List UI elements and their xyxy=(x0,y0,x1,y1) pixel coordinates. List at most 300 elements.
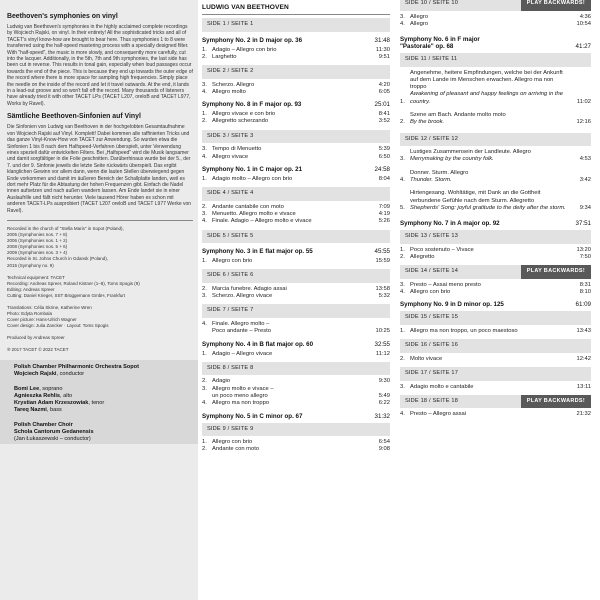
track-number: 3. xyxy=(400,13,405,20)
track-title: Marcia funebre. Adagio assai xyxy=(212,285,287,292)
side-header xyxy=(202,187,390,201)
track-duration: 7:50 xyxy=(579,254,591,261)
track-number: 4. xyxy=(202,153,207,160)
side-label: SIDE 17 / SEITE 17 xyxy=(400,367,591,381)
track-row xyxy=(400,411,591,418)
track-translation: Awakening of pleasant and happy feelings on arriving in the country. xyxy=(410,91,563,105)
track-row xyxy=(202,378,390,385)
track-number: 1. xyxy=(400,327,405,334)
track-title: Finale. Adagio – Allegro molto e vivace xyxy=(212,218,312,225)
track-translation: Shepherds' Song: joyful gratitude to the deity after the storm. xyxy=(410,204,566,211)
performers-box xyxy=(0,360,198,444)
track-list xyxy=(400,247,591,262)
tracklist-column-2 xyxy=(398,0,596,600)
track-number: 4. xyxy=(400,289,405,296)
track-duration: 4:19 xyxy=(378,210,390,217)
track-list xyxy=(202,176,390,183)
side-header xyxy=(202,304,390,318)
side-label: SIDE 10 / SEITE 10 xyxy=(400,0,521,11)
track-name xyxy=(212,446,370,453)
track-row xyxy=(202,258,390,265)
soloist-role: , tenor xyxy=(88,399,105,406)
side-label: SIDE 2 / SEITE 2 xyxy=(202,65,390,79)
recording-places xyxy=(7,226,193,269)
track-name xyxy=(410,190,571,212)
notes-paragraph-en: Ludwig van Beethoven's symphonies in the highly acclaimed complete recordings by Wojciech Rajski, on vinyl. In their entirety! All the sophisticated tricks and all of TACET's vinyl know-how are brought to bear here. Thus symphonies 1 to 8 were transferred using the half-speed mastering process with a specially designed filter. With "half-speed", the music is more slowly, and consequently more carefully, cut into the lacquer. Additionally, in the 5th, 7th and 9th symphonies, the last side has been cut in reverse. This results in tonal gain, especially when loud passages occur towards the end of the piece. This is because they end up towards the outer edge of the record where there is more space for sampling high frequencies. Simply place the needle on the inside of the record and let it travel outwards. At the end, it lands in a lead-out groove and so won't fall off the record. Many thousands of listeners have already tried it with other TACET LPs (TACET L207, oreloB and TACET L977, Works by Ravel). xyxy=(7,24,193,107)
side-label: SIDE 3 / SEITE 3 xyxy=(202,130,390,144)
notes-paragraph-de: Die Sinfonien von Ludwig van Beethoven in der hochgelobten Gesamtaufnahme von Wojciech Rajski auf Vinyl. Komplett! Dabei kommen alle raffinierten Tricks und das ganze Vinyl-Know-How von TACET zur Anwendung. So wurden etwa die Sinfonien 1 bis 8 nach dem Halfspeed-Verfahren überspielt, unter Verwendung eines speziell dafür entwickelten Filters. Bei „Halfspeed" wird die Musik langsamer und damit sorgfältiger in die Folie geschnitten. Darüberhinaus wurde bei der 5., der 7. und der 9. Sinfonie jeweils die letzte Seite rückwärts überspielt. Das ergibt klanglichen Gewinn vor allem dann, wenn die lauten Stellen überwiegend gegen Ende vorkommen und damit im äußeren Bereich der Schallplatte landen, weil es dort mehr Platz für die Abtastung der hohen Frequenzen gibt. Einfach die Nadel innen aufsetzen und nach außen wandern lassen. Am Ende landet sie in einer Auslaufrille und fällt nicht herunter. Viele tausend Hörer haben es schon mit anderen TACET-LPs ausprobiert (TACET L207 oreloB und TACET L977 Werke von Ravel). xyxy=(7,124,192,214)
track-duration: 9:34 xyxy=(579,204,591,211)
track-row xyxy=(202,146,390,153)
info-line: 2005 (Symphonies nos. 7 + 8) xyxy=(7,232,68,238)
side-label: SIDE 12 / SEITE 12 xyxy=(400,133,591,147)
track-duration: 13:11 xyxy=(576,383,591,390)
track-name xyxy=(212,351,370,358)
track-title: un poco meno allegro xyxy=(212,392,268,399)
track-title: Menuetto. Allegro molto e vivace xyxy=(212,210,296,217)
track-title: Poco sostenuto – Vivace xyxy=(410,246,474,253)
side-label: SIDE 7 / SEITE 7 xyxy=(202,304,390,318)
symphony-duration: 37:51 xyxy=(575,220,591,228)
info-line: Cover picture: Hans-Ulrich Wagner xyxy=(7,317,77,323)
track-row xyxy=(400,149,591,164)
side-label: SIDE 1 / SEITE 1 xyxy=(202,18,390,32)
track-row xyxy=(400,384,591,391)
track-number: 5. xyxy=(400,204,405,211)
symphony-heading xyxy=(400,301,591,308)
track-number xyxy=(202,393,212,400)
track-row xyxy=(202,351,390,358)
symphony-duration: 41:27 xyxy=(575,43,591,51)
side-header xyxy=(400,311,591,325)
soloist-role: , soprano xyxy=(39,385,63,392)
track-list xyxy=(400,14,591,29)
track-title: Presto – Allegro assai xyxy=(410,411,467,418)
track-duration: 5:26 xyxy=(378,218,390,225)
symphony-title: Symphony No. 1 in C major op. 21 xyxy=(202,165,303,173)
track-row xyxy=(202,400,390,407)
track-number: 2. xyxy=(202,285,207,292)
symphony-duration: 31:48 xyxy=(374,36,390,44)
track-list xyxy=(400,411,591,418)
symphony-title: Symphony No. 8 in F major op. 93 xyxy=(202,101,302,109)
track-name xyxy=(212,378,370,385)
track-row xyxy=(202,154,390,161)
track-list xyxy=(202,111,390,126)
track-name xyxy=(410,247,571,254)
track-number: 4. xyxy=(202,320,207,327)
symphony-duration: 24:58 xyxy=(374,165,390,173)
track-name xyxy=(410,289,571,296)
design-credits xyxy=(7,305,193,329)
track-title: Allegro molto xyxy=(212,88,246,95)
track-number: 3. xyxy=(202,210,207,217)
soloist-role: , bass xyxy=(46,407,62,414)
conductor-name: Wojciech Rajski xyxy=(14,370,57,377)
track-number: 4. xyxy=(400,177,405,184)
info-line: 2015 (Symphony no. 9) xyxy=(7,262,54,268)
track-duration: 5:39 xyxy=(378,146,390,153)
track-duration: 8:04 xyxy=(378,175,390,182)
side-label: SIDE 18 / SEITE 18 xyxy=(400,395,521,409)
composer-title: LUDWIG VAN BEETHOVEN xyxy=(202,0,390,15)
side-label: SIDE 15 / SEITE 15 xyxy=(400,311,591,325)
track-row xyxy=(202,111,390,118)
choir-name: Polish Chamber Choir xyxy=(14,422,73,429)
track-list xyxy=(400,70,591,127)
track-title: Allegro ma non troppo, un poco maestoso xyxy=(410,327,518,334)
track-row xyxy=(202,328,390,335)
symphony-heading xyxy=(400,36,591,50)
info-line: Recording: Andreas Spreer, Roland Kistner (1–8), Toms Spogis (9) xyxy=(7,280,140,286)
side-header xyxy=(202,230,390,244)
symphony-duration: 31:32 xyxy=(374,412,390,420)
track-title: Allegro xyxy=(410,20,429,27)
track-number: 3. xyxy=(400,383,405,390)
track-duration: 11:02 xyxy=(576,98,591,105)
track-list xyxy=(202,82,390,97)
track-row xyxy=(202,204,390,211)
side-label: SIDE 4 / SEITE 4 xyxy=(202,187,390,201)
track-list xyxy=(202,204,390,226)
track-number: 1. xyxy=(202,46,207,53)
side-label: SIDE 16 / SEITE 16 xyxy=(400,339,591,353)
track-name xyxy=(212,89,370,96)
track-number: 2. xyxy=(202,378,207,385)
track-row xyxy=(202,89,390,96)
info-line: Photo: Edyta Rombala xyxy=(7,311,53,317)
track-duration xyxy=(370,321,390,328)
symphony-subtitle: "Pastorale" op. 68 xyxy=(400,43,454,51)
soloist-role: , alto xyxy=(60,392,73,399)
track-title: Adagio – Allegro con brio xyxy=(212,46,277,53)
track-name xyxy=(410,411,571,418)
choir-name-2: Schola Cantorum Gedanensis xyxy=(14,429,94,436)
track-translation: Thunder. Storm. xyxy=(410,177,452,184)
side-label: SIDE 6 / SEITE 6 xyxy=(202,269,390,283)
symphony-duration: 61:09 xyxy=(575,301,591,309)
track-row xyxy=(202,286,390,293)
track-duration: 8:41 xyxy=(378,111,390,118)
track-title: Allegro con brio xyxy=(212,258,253,265)
track-title: Allegro con brio xyxy=(212,439,253,446)
track-name xyxy=(212,47,370,54)
track-translation: By the brook. xyxy=(410,119,445,126)
track-title: Tempo di Menuetto xyxy=(212,146,262,153)
track-number: 1. xyxy=(202,175,207,182)
track-name xyxy=(212,293,370,300)
notes-title-en: Beethoven's symphonies on vinyl xyxy=(7,13,118,20)
divider xyxy=(7,220,193,221)
track-row xyxy=(400,112,591,127)
track-title: Lustiges Zusammensein der Landleute. Allegro xyxy=(410,149,531,156)
side-header xyxy=(202,269,390,283)
track-list xyxy=(202,378,390,407)
track-row xyxy=(400,289,591,296)
track-duration: 5:32 xyxy=(378,293,390,300)
track-row xyxy=(400,356,591,363)
side-header xyxy=(202,130,390,144)
copyright: ℗ 2017 TACET © 2022 TACET xyxy=(7,347,69,353)
soloist xyxy=(14,386,191,393)
side-header xyxy=(400,230,591,244)
track-translation: Merrymaking by the country folk. xyxy=(410,156,494,163)
track-name xyxy=(212,258,370,265)
track-number: 2. xyxy=(202,118,207,125)
track-number: 1. xyxy=(400,246,405,253)
track-name xyxy=(212,393,370,400)
track-number: 3. xyxy=(400,281,405,288)
track-number: 4. xyxy=(202,88,207,95)
track-row xyxy=(202,176,390,183)
notes-title-de: Sämtliche Beethoven-Sinfonien auf Vinyl xyxy=(7,113,141,121)
track-duration: 7:09 xyxy=(378,203,390,210)
track-duration: 5:49 xyxy=(378,392,390,399)
play-backwards-badge: PLAY BACKWARDS! xyxy=(521,0,591,11)
track-row xyxy=(202,82,390,89)
track-title: Andante con moto xyxy=(212,446,260,453)
track-row xyxy=(400,328,591,335)
track-name xyxy=(212,82,370,89)
symphony-heading xyxy=(202,166,390,173)
track-title: Andante cantabile con moto xyxy=(212,203,284,210)
side-header xyxy=(202,362,390,376)
side-header xyxy=(400,265,591,279)
liner-notes-column xyxy=(0,0,198,600)
track-list xyxy=(202,47,390,62)
side-header xyxy=(400,339,591,353)
track-title: Allegro molto e vivace – xyxy=(212,385,274,392)
track-number: 2. xyxy=(202,53,207,60)
info-line: 2008 (Symphonies nos. 5 + 6) xyxy=(7,244,68,250)
side-header xyxy=(202,423,390,437)
symphony-title: Symphony No. 5 in C minor op. 67 xyxy=(202,412,303,420)
track-duration: 10:25 xyxy=(375,328,390,335)
track-row xyxy=(400,247,591,254)
track-row xyxy=(400,70,591,106)
track-name xyxy=(410,112,571,127)
side-label: SIDE 9 / SEITE 9 xyxy=(202,423,390,437)
track-name xyxy=(212,400,370,407)
soloist xyxy=(14,407,191,414)
track-duration: 13:58 xyxy=(375,285,390,292)
track-duration: 13:20 xyxy=(576,246,591,253)
symphony-heading xyxy=(202,341,390,348)
symphony-title: Symphony No. 6 in F major xyxy=(400,36,480,44)
track-row xyxy=(400,254,591,261)
track-name xyxy=(212,439,370,446)
track-number: 3. xyxy=(202,81,207,88)
track-title: Scherzo. Allegro vivace xyxy=(212,293,273,300)
track-list xyxy=(400,384,591,391)
track-title: Molto vivace xyxy=(410,355,443,362)
track-row xyxy=(202,118,390,125)
track-number: 1. xyxy=(202,111,207,118)
track-number: 4. xyxy=(400,20,405,27)
side-label: SIDE 8 / SEITE 8 xyxy=(202,362,390,376)
track-duration: 12:42 xyxy=(576,355,591,362)
track-duration: 3:52 xyxy=(378,118,390,125)
side-header xyxy=(202,18,390,32)
track-name xyxy=(410,384,571,391)
info-line: Editing: Andreas Spreer xyxy=(7,286,55,292)
tracklist-column-1 xyxy=(198,0,395,600)
track-number: 2. xyxy=(400,355,405,362)
track-duration xyxy=(370,386,390,393)
track-duration: 3:42 xyxy=(579,177,591,184)
track-title: Larghetto xyxy=(212,53,237,60)
track-list xyxy=(202,286,390,301)
track-list xyxy=(400,149,591,212)
symphony-title: Symphony No. 2 in D major op. 36 xyxy=(202,36,303,44)
track-row xyxy=(202,321,390,328)
track-row xyxy=(202,386,390,393)
side-header xyxy=(400,53,591,67)
notes-text-en xyxy=(7,24,193,107)
side-header xyxy=(400,367,591,381)
track-name xyxy=(212,211,370,218)
track-list xyxy=(202,321,390,336)
info-line: Cutting: Daniel Krieger, SST Brüggemann GmbH, Frankfurt xyxy=(7,292,125,298)
track-row xyxy=(202,218,390,225)
track-title: Szene am Bach. Andante molto moto xyxy=(410,112,506,119)
track-list xyxy=(202,439,390,454)
side-label: SIDE 5 / SEITE 5 xyxy=(202,230,390,244)
track-row xyxy=(202,211,390,218)
track-title: Scherzo. Allegro xyxy=(212,81,255,88)
track-number: 1. xyxy=(202,439,207,446)
track-number: 2. xyxy=(400,119,405,126)
track-duration: 11:30 xyxy=(375,46,390,53)
track-name xyxy=(410,14,571,21)
soloist-name: Bomi Lee xyxy=(14,385,40,392)
choir-conductor: (Jan Łukaszewski – conductor) xyxy=(14,436,91,443)
track-name xyxy=(212,204,370,211)
track-duration: 6:22 xyxy=(378,400,390,407)
side-label: SIDE 13 / SEITE 13 xyxy=(400,230,591,244)
track-duration: 21:32 xyxy=(576,411,591,418)
track-title: Allegro vivace e con brio xyxy=(212,111,276,118)
track-number xyxy=(202,328,212,335)
track-name xyxy=(410,70,571,106)
track-duration: 13:43 xyxy=(576,327,591,334)
symphony-heading xyxy=(202,101,390,108)
track-number: 2. xyxy=(202,446,207,453)
info-line: Translations: Célia Skrine, Katherine Wren xyxy=(7,305,92,310)
track-title: Allegro con brio xyxy=(410,289,451,296)
track-name xyxy=(212,286,370,293)
symphony-duration: 45:55 xyxy=(374,248,390,256)
side-header xyxy=(400,0,591,11)
track-row xyxy=(400,21,591,28)
track-duration: 8:31 xyxy=(579,281,591,288)
track-number: 3. xyxy=(202,146,207,153)
track-title: Adagio xyxy=(212,378,231,385)
side-header xyxy=(400,395,591,409)
symphony-duration: 32:55 xyxy=(374,340,390,348)
recording-info xyxy=(7,226,193,354)
play-backwards-badge: PLAY BACKWARDS! xyxy=(521,265,591,279)
track-duration: 12:16 xyxy=(576,119,591,126)
track-number: 4. xyxy=(400,411,405,418)
symphony-title: Symphony No. 4 in B flat major op. 60 xyxy=(202,340,314,348)
track-row xyxy=(202,54,390,61)
track-number: 1. xyxy=(400,98,405,105)
track-title: Adagio molto e cantabile xyxy=(410,383,474,390)
track-name xyxy=(410,328,571,335)
track-name xyxy=(410,21,571,28)
track-title: Poco andante – Presto xyxy=(212,328,271,335)
track-row xyxy=(202,293,390,300)
track-number: 3. xyxy=(202,385,207,392)
track-name xyxy=(212,118,370,125)
track-duration: 9:30 xyxy=(378,378,390,385)
track-list xyxy=(400,282,591,297)
track-name xyxy=(410,282,571,289)
symphony-title: Symphony No. 9 in D minor op. 125 xyxy=(400,301,504,309)
technical-credits xyxy=(7,275,193,299)
track-number: 1. xyxy=(202,258,207,265)
track-duration: 4:20 xyxy=(378,81,390,88)
track-list xyxy=(202,146,390,161)
track-name xyxy=(212,321,370,328)
soloist-name: Tareq Nazmi xyxy=(14,407,47,414)
track-number: 2. xyxy=(202,203,207,210)
track-row xyxy=(202,446,390,453)
soloists xyxy=(14,386,191,414)
track-name xyxy=(212,154,370,161)
track-number: 3. xyxy=(400,156,405,163)
symphony-title: Symphony No. 3 in E flat major op. 55 xyxy=(202,248,313,256)
track-number: 4. xyxy=(202,218,207,225)
track-list xyxy=(202,258,390,265)
track-title: Adagio molto – Allegro con brio xyxy=(212,175,293,182)
track-name xyxy=(212,146,370,153)
info-line: Cover design: Julia Zancker · Layout: Toms Spogis xyxy=(7,323,109,329)
symphony-heading xyxy=(202,413,390,420)
track-name xyxy=(212,218,370,225)
track-title: Allegretto xyxy=(410,254,435,261)
track-title: Angenehme, heitere Empfindungen, welche bei der Ankunft auf dem Lande im Menschen erwachen. Allegro ma non troppo xyxy=(410,69,563,91)
track-number: 1. xyxy=(202,350,207,357)
track-duration: 15:59 xyxy=(375,258,390,265)
track-row xyxy=(202,439,390,446)
soloist xyxy=(14,393,191,400)
track-name xyxy=(410,356,571,363)
soloist-name: Agnieszka Rehlis xyxy=(14,392,61,399)
track-duration: 11:12 xyxy=(375,350,390,357)
soloist-name: Krystian Adam Krzeszowiak xyxy=(14,399,89,406)
track-number: 2. xyxy=(400,254,405,261)
track-row xyxy=(400,282,591,289)
track-row xyxy=(400,170,591,185)
track-list xyxy=(400,356,591,363)
track-duration: 10:54 xyxy=(576,20,591,27)
track-title: Allegro vivace xyxy=(212,153,249,160)
orchestra-name: Polish Chamber Philharmonic Orchestra Sopot xyxy=(14,363,139,370)
track-title: Allegretto scherzando xyxy=(212,118,269,125)
track-duration: 4:36 xyxy=(579,13,591,20)
track-name xyxy=(212,328,370,335)
soloist xyxy=(14,400,191,407)
track-name xyxy=(410,170,571,185)
track-name xyxy=(410,254,571,261)
symphony-heading xyxy=(202,37,390,44)
track-row xyxy=(400,190,591,212)
track-name xyxy=(212,54,370,61)
conductor xyxy=(14,371,191,378)
symphony-duration: 25:01 xyxy=(374,101,390,109)
